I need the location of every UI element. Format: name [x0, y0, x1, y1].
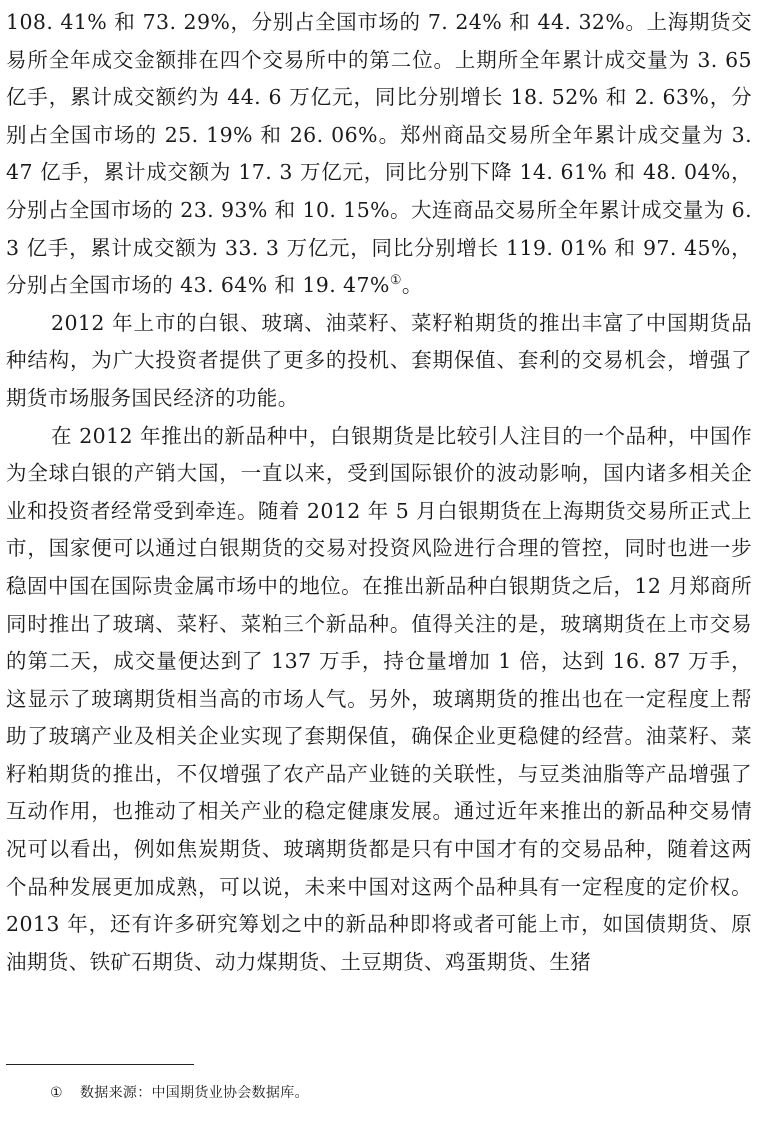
- paragraph-new-products-2012: [6, 305, 752, 418]
- paragraph-suffix: 。: [401, 273, 423, 298]
- paragraph-text: 2012 年上市的白银、玻璃、油菜籽、菜籽粕期货的推出丰富了中国期货品种结构，为广大投资者提供了更多的投机、套期保值、套利的交易机会，增强了期货市场服务国民经济的功能。: [6, 310, 752, 410]
- paragraph-exchange-statistics: [6, 4, 752, 305]
- footnote: [50, 1083, 309, 1103]
- footnote-text: 数据来源：中国期货业协会数据库。: [80, 1085, 309, 1101]
- footnote-mark: ①: [50, 1085, 63, 1101]
- footnote-reference: ①: [389, 273, 402, 289]
- document-body: [6, 4, 752, 981]
- paragraph-text: 在 2012 年推出的新品种中，白银期货是比较引人注目的一个品种，中国作为全球白银的产销大国，一直以来，受到国际银价的波动影响，国内诸多相关企业和投资者经常受到牵连。随着 2012 年 5 月白银期货在上海期货交易所正式上市，国家便可以通过白银期货的交易对投资风险进行合理的管控，同时也进一步稳固中国在国际贵金属市场中的地位。在推出新品种白银期货之后，12 月郑商所同时推出了玻璃、菜籽、菜粕三个新品种。值得关注的是，玻璃期货在上市交易的第二天，成交量便达到了 137 万手，持仓量增加 1 倍，达到 16. 87 万手，这显示了玻璃期货相当高的市场人气。另外，玻璃期货的推出也在一定程度上帮助了玻璃产业及相关企业实现了套期保值，确保企业更稳健的经营。油菜籽、菜籽粕期货的推出，不仅增强了农产品产业链的关联性，与豆类油脂等产品增强了互动作用，也推动了相关产业的稳定健康发展。通过近年来推出的新品种交易情况可以看出，例如焦炭期货、玻璃期货都是只有中国才有的交易品种，随着这两个品种发展更加成熟，可以说，未来中国对这两个品种具有一定程度的定价权。2013 年，还有许多研究筹划之中的新品种即将或者可能上市，如国债期货、原油期货、铁矿石期货、动力煤期货、土豆期货、鸡蛋期货、生猪: [6, 423, 752, 974]
- paragraph-text: 108. 41% 和 73. 29%，分别占全国市场的 7. 24% 和 44. 32%。上海期货交易所全年成交金额排在四个交易所中的第二位。上期所全年累计成交量为 3. 65 亿手，累计成交额约为 44. 6 万亿元，同比分别增长 18. 52% 和 2. 63%，分别占全国市场的 25. 19% 和 26. 06%。郑州商品交易所全年累计成交量为 3. 47 亿手，累计成交额为 17. 3 万亿元，同比分别下降 14. 61% 和 48. 04%，分别占全国市场的 23. 93% 和 10. 15%。大连商品交易所全年累计成交量为 6. 3 亿手，累计成交额为 33. 3 万亿元，同比分别增长 119. 01% 和 97. 45%，分别占全国市场的 43. 64% 和 19. 47%: [6, 10, 752, 298]
- footnote-divider: [6, 1064, 194, 1065]
- paragraph-silver-futures: [6, 418, 752, 982]
